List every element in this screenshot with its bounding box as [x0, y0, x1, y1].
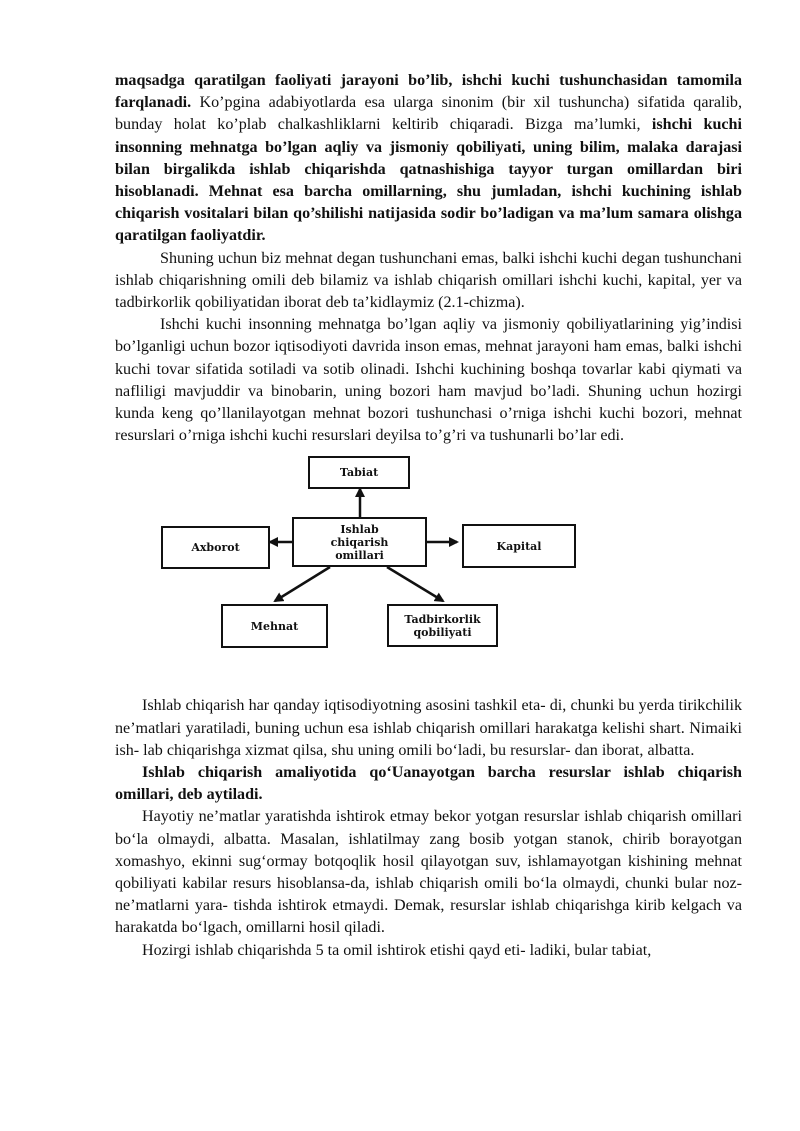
diagram-arrows: [115, 453, 742, 685]
box-top: Tabiat: [308, 456, 410, 489]
paragraph-1-text: Ko’pgina adabiyotlarda esa ularga sinonim (bir xil tushuncha) sifatida qaralib, bunday holat ko’plab chalkashliklarni keltirib chiqaradi. Bizga ma’lumki,: [115, 94, 742, 134]
paragraph-2: Shuning uchun biz mehnat degan tushunchani emas, balki ishchi kuchi degan tushunchani ishlab chiqarishning omili deb bilamiz va ishlab chiqarish omillari ishchi kuchi, kapital, yer va tadbirkorlik qobiliyatidan iborat deb ta’kidlaymiz (2.1-chizma).: [115, 249, 742, 312]
paragraph-3: Ishchi kuchi insonning mehnatga bo’lgan aqliy va jismoniy qobiliyatlarining yig’indisi bo’lganligi uchun bozor iqtisodiyoti davrida inson emas, mehnat jarayoni ham emas, balki ishchi kuchi tovar sifatida sotiladi va sotib olinadi. Ishchi kuchining boshqa tovarlar kabi qiymati va nafliligi mavjuddir va binobarin, uning bozori ham mavjud bo’ladi. Shuning uchun hozirgi kunda keng qo’llanilayotgan mehnat bozori tushunchasi o’rniga ishchi kuchi bozori, mehnat resurslari o’rniga ishchi kuchi resurslari deyilsa to’g’ri va tushunarli bo’lar edi.: [115, 316, 742, 445]
paragraph-5: [115, 762, 742, 806]
paragraph-7: Hozirgi ishlab chiqarishda 5 ta omil ishtirok etishi qayd eti- ladiki, bular tabiat,: [142, 941, 652, 959]
paragraph-4: Ishlab chiqarish har qanday iqtisodiyotning asosini tashkil eta- di, chunki bu yerda tirikchilik ne’matlari yaratiladi, buning uchun esa ishlab chiqarish omillari harakatga kelishi shart. Nimaiki ish- lab chiqarishga xizmat qilsa, shu uning omili bo‘ladi, bu resurslar- dan iborat, albatta.: [115, 697, 742, 759]
paragraph-1: [115, 70, 742, 248]
arrow-to-bottom-right: [387, 567, 443, 601]
center-box: Ishlab chiqarish omillari: [292, 517, 427, 567]
arrow-to-bottom-left: [275, 567, 330, 601]
document-page: [115, 70, 742, 962]
box-right: Kapital: [462, 524, 576, 568]
factors-diagram: [115, 453, 742, 685]
paragraph-1-bold-b: ishchi kuchi insonning mehnatga bo’lgan aqliy va jismoniy qobiliyati, uning bilim, malaka darajasi bilan birgalikda ishlab chiqarishda qatnashishiga tayyor turgan omillardan biri hisoblanadi. Mehnat esa barcha omillarning, shu jumladan, ishchi kuchining ishlab chiqarish vositalari bilan qo’shilishi natijasida sodir bo’ladigan va ma’lum samara olishga qaratilgan faoliyatdir.: [115, 116, 742, 245]
paragraph-1-bold-a: maqsadga qaratilgan faoliyati jarayoni bo’lib, ishchi kuchi tushunchasidan tamomila farqlanadi.: [115, 72, 742, 112]
box-bottom-right: Tadbirkorlik qobiliyati: [387, 604, 498, 647]
box-left: Axborot: [161, 526, 270, 569]
box-bottom-left: Mehnat: [221, 604, 328, 648]
paragraph-6: Hayotiy ne’matlar yaratishda ishtirok etmay bekor yotgan resurslar ishlab chiqarish omillari bo‘la olmaydi, albatta. Masalan, ishlatilmay zang bosib yotgan stanok, chirib borayotgan xomashyo, ekinni sug‘ormay botqoqlik hosil qilayotgan suv, ishlamayotgan kishining mehnat qobiliyati kabilar resurs hisoblansa-da, ishlab chiqarish omili bo‘la olmaydi, chunki bular noz-ne’matlarni yara- tishda ishtirok etmaydi. Demak, resurslar ishlab chiqarishga kirib kelgach va harakatda bo‘lgach, omillarni hosil qiladi.: [115, 808, 742, 937]
paragraph-5-bold: Ishlab chiqarish amaliyotida qo‘Uanayotgan barcha resurslar ishlab chiqarish omillari, deb aytiladi.: [115, 764, 742, 804]
